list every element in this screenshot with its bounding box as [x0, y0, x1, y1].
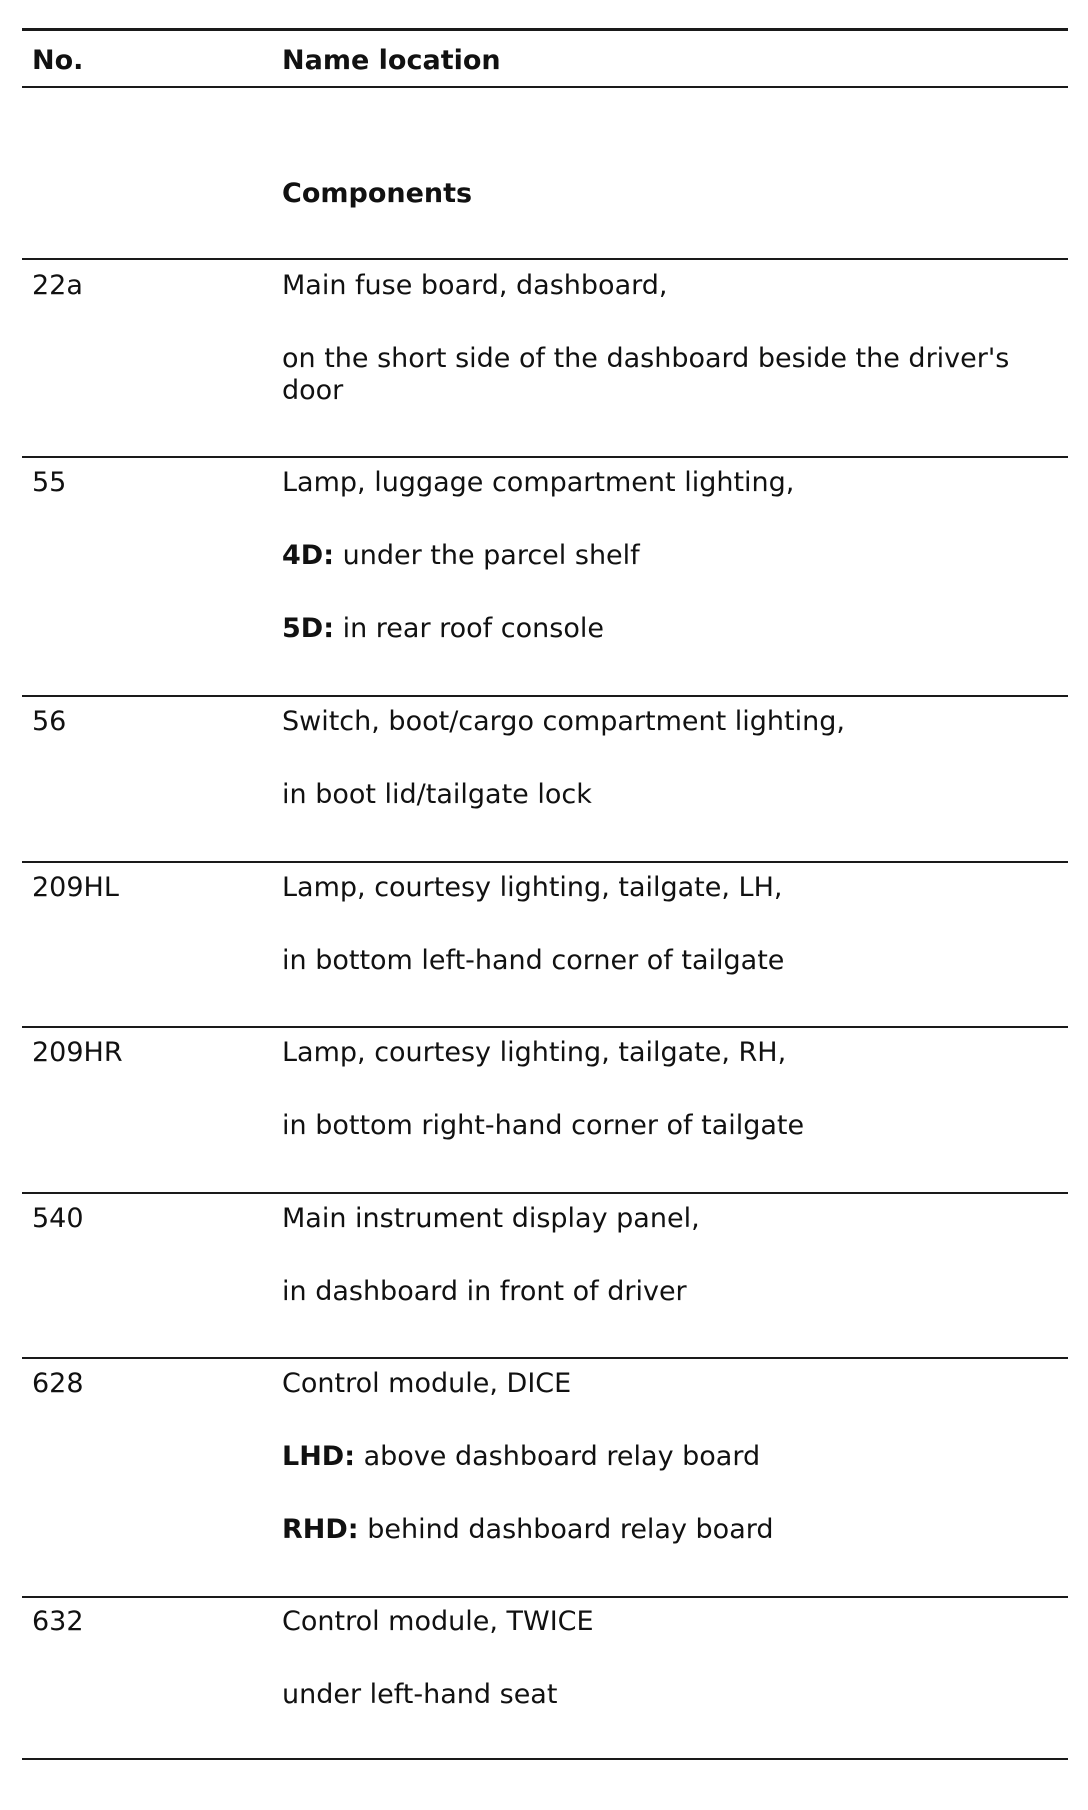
row-rule	[22, 861, 1068, 863]
row-line-text: in rear roof console	[342, 613, 604, 644]
row-no: 628	[32, 1368, 84, 1399]
row-no: 56	[32, 706, 67, 737]
row-no: 632	[32, 1606, 84, 1637]
row-rule	[22, 1357, 1068, 1359]
row-line: under left-hand seat	[282, 1679, 558, 1710]
row-line: Control module, TWICE	[282, 1606, 594, 1637]
row-no: 540	[32, 1203, 84, 1234]
header-no: No.	[32, 45, 84, 76]
row-line-label: LHD:	[282, 1441, 356, 1472]
row-line	[282, 540, 640, 572]
row-line: on the short side of the dashboard beside the driver's door	[282, 343, 1010, 406]
row-line: Main fuse board, dashboard,	[282, 270, 668, 301]
row-line: Lamp, courtesy lighting, tailgate, LH,	[282, 872, 783, 903]
header-rule	[22, 86, 1068, 88]
section-title: Components	[282, 178, 473, 209]
table-bottom-rule	[22, 1758, 1068, 1760]
row-line: in dashboard in front of driver	[282, 1276, 687, 1307]
row-line-text: behind dashboard relay board	[367, 1514, 774, 1545]
row-rule	[22, 1026, 1068, 1028]
row-line	[282, 1441, 760, 1473]
row-line	[282, 613, 604, 645]
section-rule	[22, 258, 1068, 260]
row-no: 55	[32, 467, 67, 498]
row-line: in bottom right-hand corner of tailgate	[282, 1110, 805, 1141]
row-line	[282, 1514, 774, 1546]
row-rule	[22, 456, 1068, 458]
row-line: Lamp, courtesy lighting, tailgate, RH,	[282, 1037, 787, 1068]
row-line-label: 4D:	[282, 540, 334, 571]
row-no: 22a	[32, 270, 83, 301]
row-rule	[22, 695, 1068, 697]
row-line-label: 5D:	[282, 613, 334, 644]
header-name-location: Name location	[282, 45, 501, 76]
row-no: 209HR	[32, 1037, 123, 1068]
row-rule	[22, 1192, 1068, 1194]
row-line-text: above dashboard relay board	[363, 1441, 761, 1472]
row-line-text: under the parcel shelf	[342, 540, 640, 571]
row-line: Control module, DICE	[282, 1368, 572, 1399]
row-line: in bottom left-hand corner of tailgate	[282, 945, 785, 976]
row-line-label: RHD:	[282, 1514, 359, 1545]
row-line: Lamp, luggage compartment lighting,	[282, 467, 795, 498]
row-line: Switch, boot/cargo compartment lighting,	[282, 706, 845, 737]
table-top-rule	[22, 28, 1068, 31]
row-rule	[22, 1596, 1068, 1598]
row-line: in boot lid/tailgate lock	[282, 779, 592, 810]
row-line: Main instrument display panel,	[282, 1203, 700, 1234]
row-no: 209HL	[32, 872, 119, 903]
